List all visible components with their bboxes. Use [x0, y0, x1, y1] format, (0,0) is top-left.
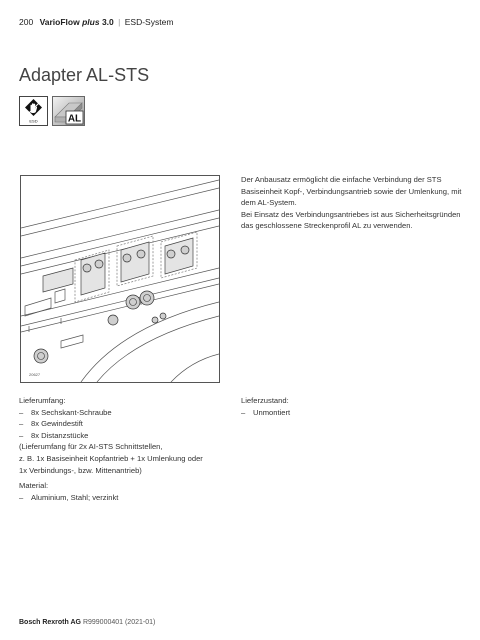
product-figure	[20, 175, 220, 383]
description-paragraph: Bei Einsatz des Verbindungsantriebes ist aus Sicherheitsgründen das geschlossene Streckenprofil AL zu verwenden.	[241, 209, 461, 231]
esd-label: ESD	[29, 118, 38, 124]
page-number: 200	[19, 17, 34, 27]
list-item: – 8x Distanzstücke	[19, 430, 89, 440]
product-description	[241, 174, 463, 232]
al-label: AL	[67, 113, 82, 125]
esd-hand-warning-icon	[20, 97, 47, 125]
scope-of-delivery	[19, 395, 234, 476]
adapter-technical-drawing	[21, 176, 219, 382]
document-number: R999000401 (2021-01)	[82, 619, 156, 626]
delivery-heading: Lieferzustand:	[241, 396, 289, 405]
description-paragraph: Der Anbausatz ermöglicht die einfache Verbindung der STS Basiseinheit Kopf-, Verbindungsantrieb sowie der Umlenkung, mit dem AL-System.	[241, 175, 462, 208]
header-separator: |	[118, 17, 121, 27]
section-name: ESD-System	[124, 17, 174, 27]
scope-note-line: (Lieferumfang für 2x AI-STS Schnittstellen,	[19, 442, 163, 452]
scope-heading: Lieferumfang:	[19, 396, 66, 405]
al-profile-badge	[52, 96, 85, 126]
product-name: VarioFlow plus 3.0	[39, 17, 114, 27]
list-item: – 8x Sechskant-Schraube	[19, 407, 112, 417]
company-name: Bosch Rexroth AG	[19, 619, 81, 626]
page-title: Adapter AL-STS	[19, 65, 150, 85]
material-heading: Material:	[19, 481, 49, 490]
scope-note-line: 1x Verbindungs-, bzw. Mittenantrieb)	[19, 465, 142, 475]
list-item: – Unmontiert	[241, 407, 291, 417]
scope-note-line: z. B. 1x Basiseinheit Kopfantrieb + 1x Umlenkung oder	[19, 453, 203, 463]
delivery-state	[241, 395, 290, 418]
list-item: – 8x Gewindestift	[19, 419, 83, 429]
aluminium-profile-icon	[53, 97, 84, 125]
list-item: – Aluminium, Stahl; verzinkt	[19, 492, 119, 502]
page-footer	[19, 618, 155, 628]
page-header	[19, 16, 173, 28]
figure-code: 20627	[29, 372, 41, 377]
esd-badge	[19, 96, 48, 126]
material-section	[19, 480, 118, 503]
